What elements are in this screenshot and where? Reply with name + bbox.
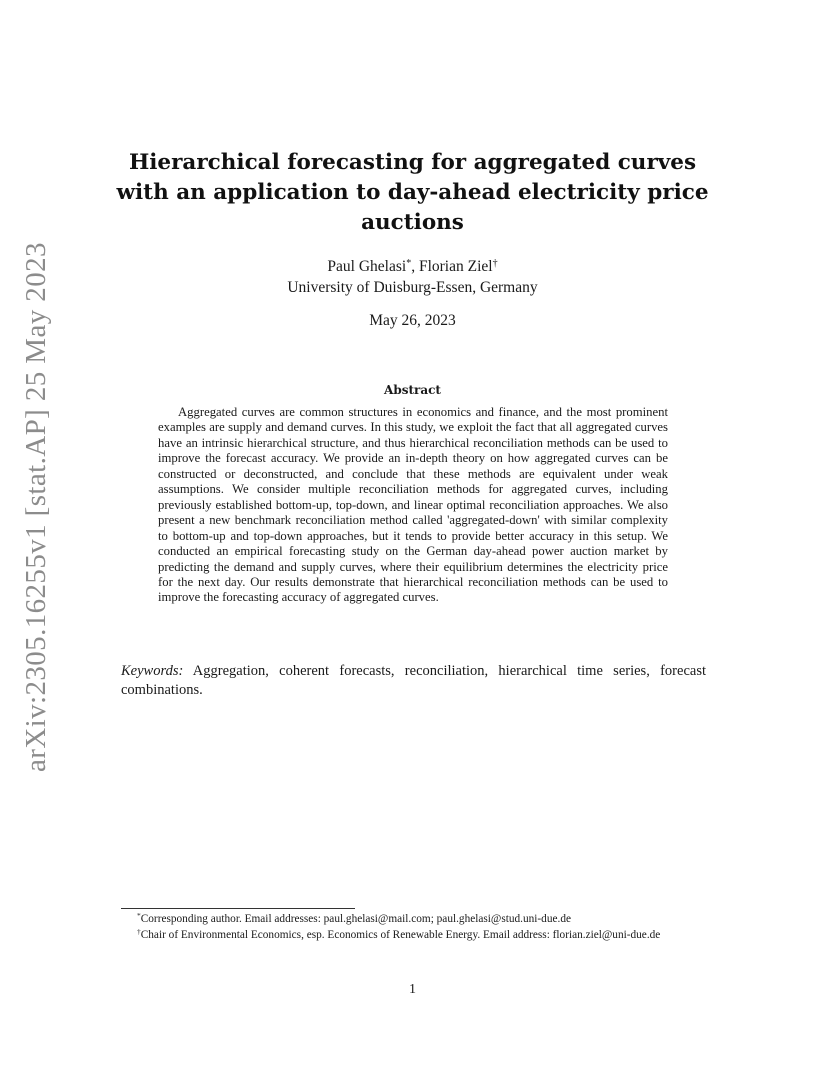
footnote-corresponding-author <box>121 912 706 928</box>
author-name: Paul Ghelasi <box>327 258 407 275</box>
publication-date: May 26, 2023 <box>369 312 456 329</box>
arxiv-identifier-stamp: arXiv:2305.16255v1 [stat.AP] 25 May 2023 <box>20 242 52 772</box>
author-footnote-mark[interactable]: † <box>492 258 498 269</box>
footnote-mark: † <box>137 926 141 936</box>
footnotes <box>121 912 706 943</box>
abstract-heading: Abstract <box>384 383 441 397</box>
footnote-divider <box>121 908 355 909</box>
author-name: Florian Ziel <box>418 258 493 275</box>
footnote-mark: * <box>137 911 141 920</box>
author-affiliation: University of Duisburg-Essen, Germany <box>287 279 538 296</box>
author-footnote-mark[interactable]: * <box>406 258 412 269</box>
paper-title: Hierarchical forecasting for aggregated curves with an application to day-ahead electricity price auctions <box>116 150 709 235</box>
page-number: 1 <box>409 982 416 997</box>
footnote-text: Corresponding author. Email addresses: paul.ghelasi@mail.com; paul.ghelasi@stud.uni-due.de <box>140 913 571 925</box>
keywords-section <box>121 662 706 700</box>
footnote-affiliation-chair <box>121 928 706 944</box>
author-list <box>110 256 715 277</box>
author-separator: , <box>411 258 419 275</box>
keywords-label: Keywords: <box>121 663 184 679</box>
footnote-text: Chair of Environmental Economics, esp. Economics of Renewable Energy. Email address: florian.ziel@uni-due.de <box>140 928 661 941</box>
abstract-body: Aggregated curves are common structures in economics and finance, and the most prominent examples are supply and demand curves. In this study, we exploit the fact that all aggregated curves have an intrinsic hierarchical structure, and thus hierarchical reconciliation methods can be used to improve the forecast accuracy. We provide an in-depth theory on how aggregated curves can be constructed or deconstructed, and conclude that these methods are equivalent under weak assumptions. We consider multiple reconciliation methods for aggregated curves, including previously established bottom-up, top-down, and linear optimal reconciliation approaches. We also present a new benchmark reconciliation method called 'aggregated-down' with similar complexity to bottom-up and top-down approaches, but it tends to provide better accuracy in this setup. We conducted an empirical forecasting study on the German day-ahead power auction market by predicting the demand and supply curves, where their equilibrium determines the electricity price for the next day. Our results demonstrate that hierarchical reconciliation methods can be used to improve the forecasting accuracy of aggregated curves. <box>158 405 668 605</box>
keywords-text: Aggregation, coherent forecasts, reconciliation, hierarchical time series, forecast combinations. <box>121 663 706 698</box>
